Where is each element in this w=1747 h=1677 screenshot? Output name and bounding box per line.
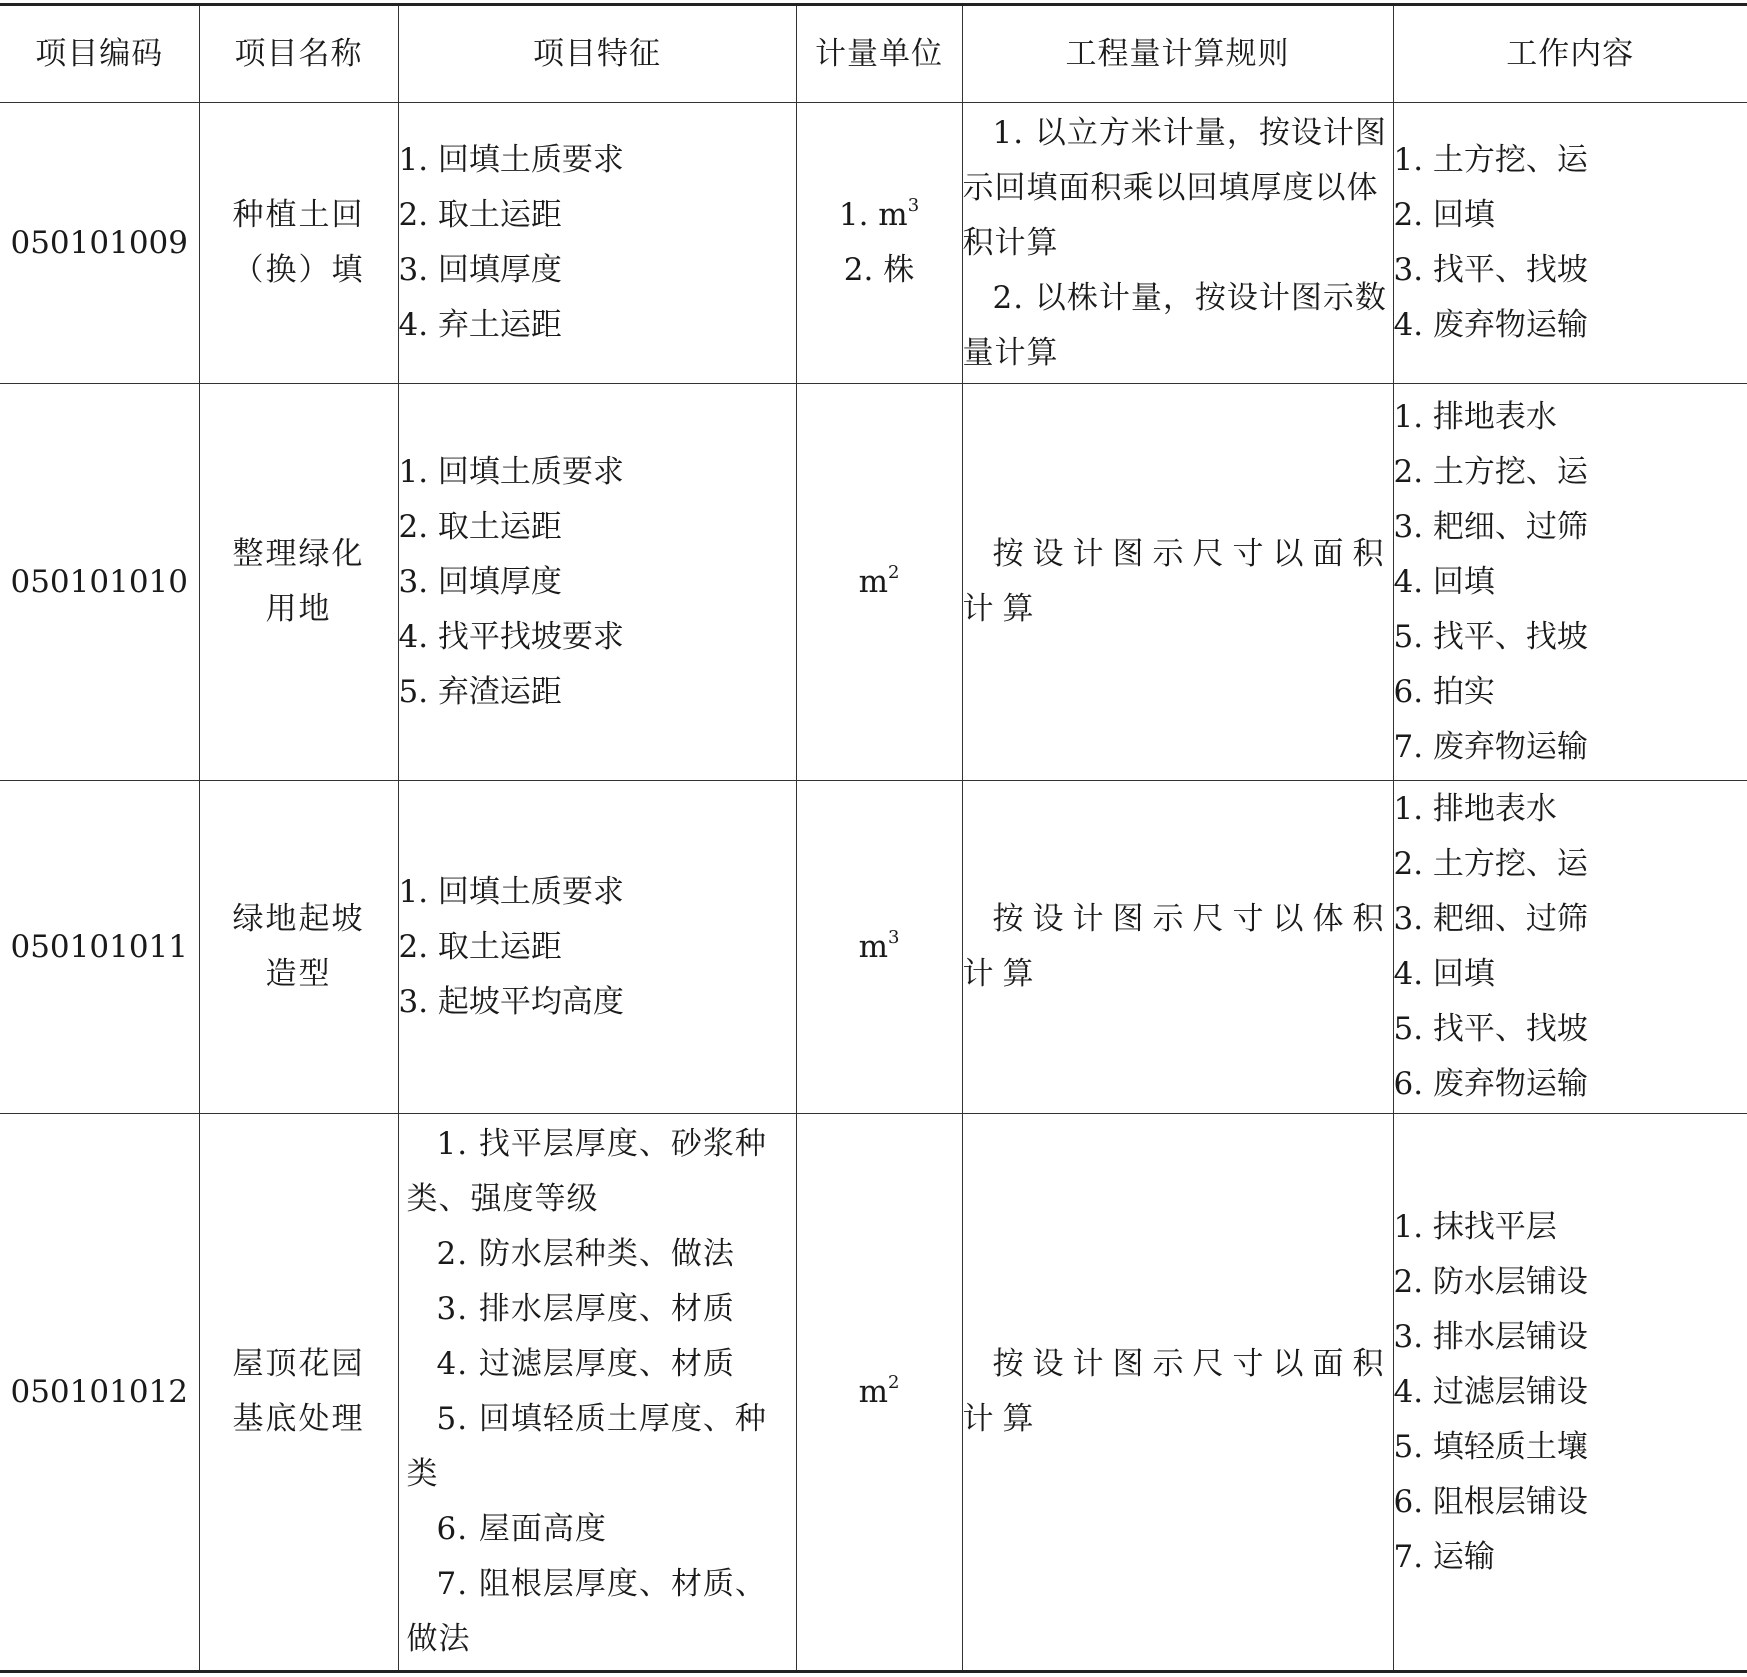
work-line: 1. 抹找平层 — [1393, 1208, 1557, 1245]
unit-cell — [796, 1114, 962, 1672]
item-code: 050101012 — [0, 1114, 199, 1672]
work-content — [1393, 103, 1747, 384]
feature-line: 5. 回填轻质土厚度、种类 — [406, 1401, 767, 1492]
feature-line: 7. 阻根层厚度、材质、做法 — [406, 1566, 767, 1657]
rule-paragraph: 按设计图示尺寸以体积计算 — [962, 901, 1393, 992]
work-line: 4. 废弃物运输 — [1393, 307, 1588, 343]
feature-line: 1. 回填土质要求 — [398, 453, 624, 490]
item-features — [398, 781, 796, 1114]
work-line: 1. 排地表水 — [1393, 791, 1557, 827]
work-line: 2. 回填 — [1393, 197, 1495, 233]
feature-line: 4. 找平找坡要求 — [398, 618, 624, 655]
work-content — [1393, 1114, 1747, 1672]
work-line: 6. 拍实 — [1393, 673, 1495, 710]
feature-line: 2. 防水层种类、做法 — [436, 1236, 735, 1272]
feature-line: 3. 排水层厚度、材质 — [436, 1291, 735, 1327]
rule-paragraph: 按设计图示尺寸以面积计算 — [962, 536, 1393, 627]
feature-line: 3. 回填厚度 — [398, 252, 562, 288]
item-name: 种植土回 （换）填 — [199, 103, 398, 384]
work-line: 3. 找平、找坡 — [1393, 252, 1588, 288]
unit-cell — [796, 384, 962, 781]
unit-text: m — [858, 1373, 888, 1410]
item-name: 绿地起坡 造型 — [199, 781, 398, 1114]
work-line: 5. 填轻质土壤 — [1393, 1428, 1588, 1465]
header-row — [0, 5, 1747, 103]
work-content — [1393, 384, 1747, 781]
unit-text: m — [858, 563, 888, 600]
unit-text: 2. 株 — [843, 252, 915, 288]
header-item-code: 项目编码 — [0, 5, 199, 103]
unit-text: 1. m — [838, 197, 908, 233]
unit-cell — [796, 781, 962, 1114]
header-calc-rule: 工程量计算规则 — [962, 5, 1393, 103]
unit-exponent: 2 — [887, 561, 900, 583]
rule-paragraph: 1. 以立方米计量，按设计图示回填面积乘以回填厚度以体积计算 — [962, 114, 1387, 261]
unit-text: m — [858, 928, 888, 965]
header-item-features: 项目特征 — [398, 5, 796, 103]
feature-line: 1. 回填土质要求 — [398, 142, 624, 178]
work-content — [1393, 781, 1747, 1114]
calc-rule — [962, 103, 1393, 384]
feature-line: 1. 找平层厚度、砂浆种类、强度等级 — [406, 1126, 767, 1217]
feature-line: 2. 取土运距 — [398, 928, 562, 965]
work-line: 5. 找平、找坡 — [1393, 618, 1588, 655]
work-line: 7. 废弃物运输 — [1393, 728, 1588, 765]
rule-paragraph: 2. 以株计量，按设计图示数量计算 — [962, 279, 1387, 371]
work-line: 4. 过滤层铺设 — [1393, 1373, 1588, 1410]
header-item-name: 项目名称 — [199, 5, 398, 103]
work-line: 6. 废弃物运输 — [1393, 1066, 1588, 1102]
feature-line: 3. 回填厚度 — [398, 563, 562, 600]
feature-line: 2. 取土运距 — [398, 508, 562, 545]
rule-paragraph: 按设计图示尺寸以面积计算 — [962, 1346, 1393, 1437]
item-code: 050101011 — [0, 781, 199, 1114]
item-name: 整理绿化 用地 — [199, 384, 398, 781]
feature-line: 5. 弃渣运距 — [398, 673, 562, 710]
item-features — [398, 103, 796, 384]
work-line: 4. 回填 — [1393, 563, 1495, 600]
feature-line: 1. 回填土质要求 — [398, 873, 624, 910]
calc-rule — [962, 1114, 1393, 1672]
unit-exponent: 3 — [887, 926, 900, 948]
table-row — [0, 781, 1747, 1114]
work-line: 3. 耙细、过筛 — [1393, 901, 1588, 937]
calc-rule — [962, 781, 1393, 1114]
feature-line: 3. 起坡平均高度 — [398, 983, 624, 1020]
unit-exponent: 2 — [887, 1371, 900, 1393]
work-line: 5. 找平、找坡 — [1393, 1011, 1588, 1047]
feature-line: 4. 弃土运距 — [398, 307, 562, 343]
unit-cell — [796, 103, 962, 384]
feature-line: 4. 过滤层厚度、材质 — [436, 1346, 735, 1382]
unit-exponent: 3 — [907, 195, 920, 216]
bill-of-quantities-table — [0, 3, 1747, 1673]
work-line: 2. 土方挖、运 — [1393, 453, 1588, 490]
work-line: 2. 土方挖、运 — [1393, 846, 1588, 882]
work-line: 2. 防水层铺设 — [1393, 1263, 1588, 1300]
work-line: 1. 排地表水 — [1393, 398, 1557, 435]
item-features — [398, 384, 796, 781]
work-line: 6. 阻根层铺设 — [1393, 1483, 1588, 1520]
table-row — [0, 384, 1747, 781]
work-line: 3. 耙细、过筛 — [1393, 508, 1588, 545]
item-code: 050101009 — [0, 103, 199, 384]
table-row — [0, 103, 1747, 384]
work-line: 1. 土方挖、运 — [1393, 142, 1588, 178]
table-row — [0, 1114, 1747, 1672]
feature-line: 2. 取土运距 — [398, 197, 562, 233]
item-code: 050101010 — [0, 384, 199, 781]
item-name: 屋顶花园 基底处理 — [199, 1114, 398, 1672]
work-line: 7. 运输 — [1393, 1538, 1495, 1575]
item-features — [398, 1114, 796, 1672]
header-work-content: 工作内容 — [1393, 5, 1747, 103]
feature-line: 6. 屋面高度 — [436, 1511, 607, 1547]
calc-rule — [962, 384, 1393, 781]
header-unit: 计量单位 — [796, 5, 962, 103]
work-line: 3. 排水层铺设 — [1393, 1318, 1588, 1355]
work-line: 4. 回填 — [1393, 956, 1495, 992]
